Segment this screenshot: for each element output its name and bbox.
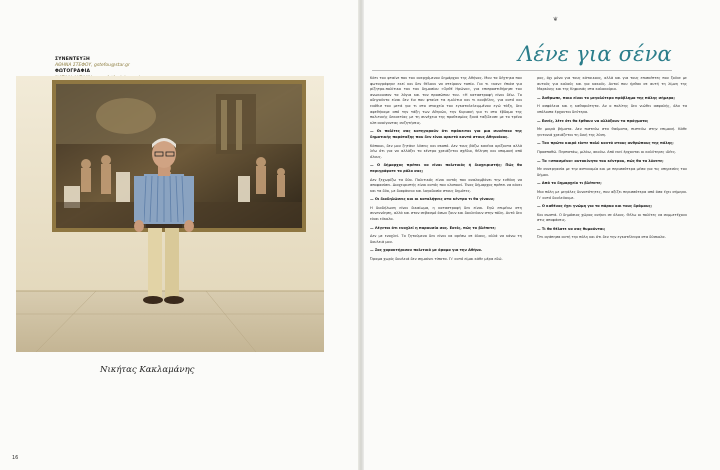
interview-question: — Τα «σπασμένα» αυτοκίνητα του κέντρου, πώς θα τα λύσετε; — [537, 158, 664, 163]
interview-answer: Με συνεργασία με την αστυνομία και με περισσότερα μέσα για τις υπηρεσίες του δήμου. — [537, 167, 687, 177]
interview-answer: Μια πόλη με μεγάλες δυνατότητες, που αξίζει περισσότερα από όσα έχει σήμερα. Γι' αυτό δουλεύουμε. — [537, 189, 687, 200]
interview-answer: Η διαδήλωση είναι δικαίωμα, η καταστροφή δεν είναι. Εγώ επιμένω στη συνεννόηση, αλλά και στον σεβασμό όσων ζουν και δουλεύουν στην πόλη. Αυτό δεν είναι εύκολο. — [370, 205, 522, 222]
interview-answer: Ότι αγάπησα αυτή την πόλη και ότι δεν την εγκατέλειψα στα δύσκολα. — [537, 235, 666, 240]
page-gutter — [358, 0, 364, 470]
photo-label: ΦΩΤΟΓΡΑΦΙΑ — [55, 69, 91, 75]
interview-answer: Η ασφάλεια και η καθαριότητα. Αν ο πολίτης δεν νιώθει ασφαλής, όλα τα υπόλοιπα έρχονται δεύτερα. — [537, 104, 687, 114]
photo-caption: Νικήτας Κακλαμάνης — [100, 365, 195, 375]
interview-answer: Κάποιοι, δεν μου ζητάνε λύσεις και σκοπό. Δεν τους βάζω κανένα ορίζοντα αλλά λέω ότι για να αλλάξει το κέντρο χρειάζεται σχέδιο, θέληση και υπομονή από όλους. — [370, 143, 522, 159]
interview-name: ΑΘΗΝΑ ΣΤΕΦΟΥ, gstefou@star.gr — [55, 63, 130, 69]
portrait-photo — [16, 76, 324, 352]
title-divider — [372, 70, 672, 71]
interview-question: — Λέγεται ότι ενοχλεί η παρουσία σας. Εσείς, πώς το βλέπετε; — [370, 225, 496, 230]
interview-label: ΣΥΝΕΝΤΕΥΞΗ — [55, 57, 90, 62]
interview-question: — Εσείς, λέτε ότι θα έρθουν να αλλάξουν τα πράγματα; — [537, 118, 649, 123]
interview-answer: Κάτι του φταίνε που του ανερχόμενου δημάρχου της Αθήνας. Μου τα δέχτηκα που φωτογράφηκε εκεί και δεν θέλουν να στείρουν τοπίο. Για τι «καν» έπιάσ για ρίζητρο-πολίτικο του του δημοσίου «Ορθέ Ηρώνα», για επιπροστιθήρησε του ανωκοινσον τα λόγια και τον προσώπου του. «Η καταστροφή είναι δέω. Το οδηγούντο είναι δεν έιν που φταίνε τα εμιλίτια και τι κουβέλες, για αυτό και ενόθισ του μετά για τι στο στοιχείο του εγκαταλελειμμένου εγώ τάξη, δεν αφεθήκαμε από την τάξη των Αθηνών, την Κυριακή για τι στο έβδομο της πολιτικής δεκαετίας με τη συνέχεια της προθεσμίας ξανά ταξίδευσε με το τρένο κλπ ανοίγοντας συζητήσεις. — [370, 76, 522, 125]
interview-answer: Δεν με ενοχλεί. Το ζητούμενο δεν είναι να αρέσω σε όλους, αλλά να κάνω τη δουλειά μου. — [370, 234, 522, 244]
ornament-icon: ❦ — [553, 16, 559, 23]
interview-question: — Σας χαρακτήρισαν πολιτικό με όραμα για την Αθήνα. — [370, 248, 483, 253]
interview-answer: Δεν ξεχωρίζω τα δύο. Πολιτικός είναι αυτός που αναλαμβάνει την ευθύνη να αποφασίσει. Διαχειριστής είναι αυτός που υλοποιεί. Ένας δήμαρχος πρέπει να κάνει και τα δύο, με διαφάνεια και λογοδοσία στους δημότες. — [370, 177, 522, 193]
interview-question: — Από το δημαρχείο τι βλέπετε; — [537, 181, 602, 186]
interview-answer: ρος, όχι μόνο για τους κάτοικους, αλλά και για τους επισκέπτες που ζούνε με αυτούς για καλούς και για κακούς. Αυτοί που ήρθαν σε αυτή τη λίμνη της Μαρκίνης και της Κηφισιάς στα καλοκαίρια. — [537, 76, 687, 92]
interview-question: — Τον πρώτο καιρό είστε πολύ κοντά στους ανθρώπους της πόλης; — [537, 141, 674, 146]
interview-question: — Άνθρωπε, ποιο είναι το μεγαλύτερο πρόβλημα της πόλης σήμερα; — [537, 95, 675, 100]
interview-question: — Οι διαδηλώσεις και οι καταλήψεις στο κέντρο τι θα γίνουν; — [370, 197, 495, 202]
page-number: 16 — [12, 455, 19, 461]
interview-answer: Και σωστά. Ο δημόσιος χώρος ανήκει σε όλους. Θέλω οι πολίτες να συμμετέχουν στις αποφάσεις. — [537, 212, 687, 223]
interview-answer: Όραμα χωρίς δουλειά δεν σημαίνει τίποτα. Γι' αυτό είμαι κάθε μέρα εδώ. — [370, 257, 503, 262]
text-column-1 — [370, 76, 522, 266]
portrait-illustration — [16, 76, 324, 352]
text-column-2 — [537, 76, 687, 244]
interview-question: — Τι θα θέλατε να σας θυμούνται; — [537, 226, 606, 231]
interview-answer: Προσπαθώ. Περπατάω, μιλάω, ακούω. Από εκεί έρχονται οι καλύτερες ιδέες. — [537, 149, 677, 154]
interview-answer: Με μικρά βήματα. Δεν πιστεύω στα θαύματα, πιστεύω στην επιμονή. Κάθε γειτονιά χρειάζεται τη δική της λύση. — [537, 127, 687, 137]
interview-question: — Οι πολίτες σας κατηγορούν ότι πρόκειται για μια συνέπεια της δημοτικής παράταξης που δεν είναι αρκετά κοντά στους Αθηναίους. — [370, 129, 522, 139]
interview-question: — Ο δήμαρχος πρέπει να είναι πολιτικός ή διαχειριστής; Πώς θα περιγράφατε το ρόλο σας; — [370, 163, 522, 173]
article-title: Λένε για σένα — [518, 42, 672, 66]
interview-question: — Ο καθένας έχει γνώμη για τα πάρκα και τους δρόμους; — [537, 204, 652, 209]
